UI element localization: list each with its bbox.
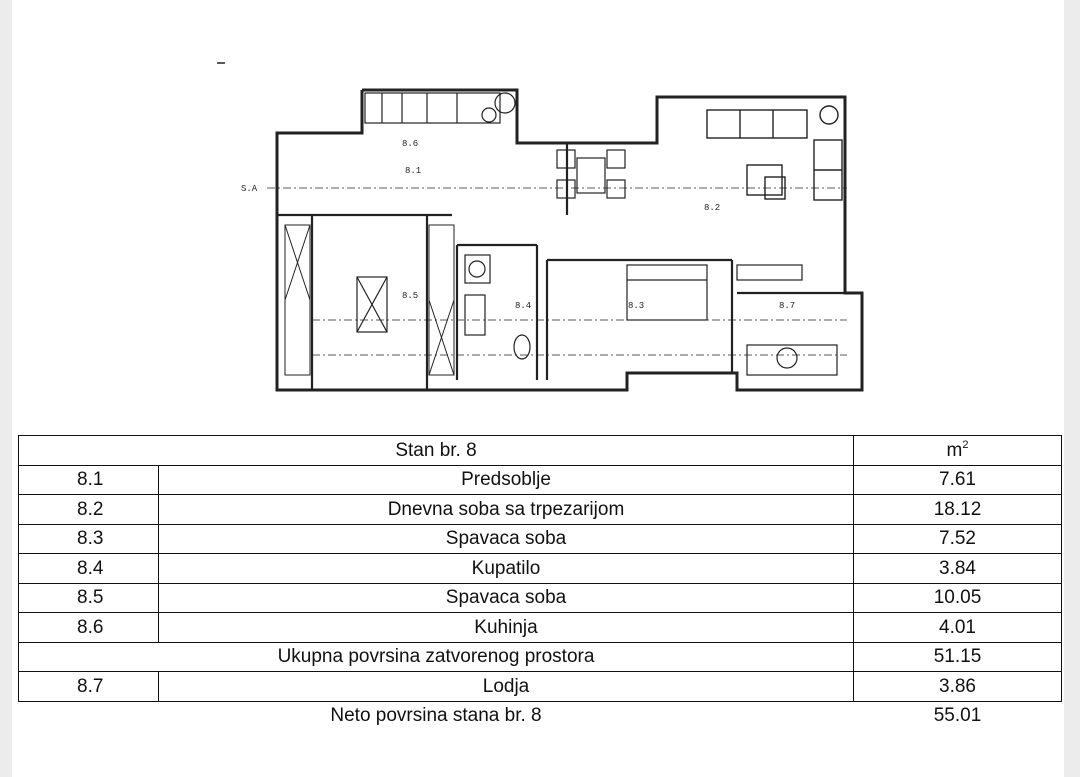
- net-total-area: 55.01: [933, 705, 982, 727]
- table-row: [19, 583, 1062, 613]
- bed: [357, 277, 387, 332]
- label-8-3: 8.3: [628, 301, 645, 311]
- label-8-1: 8.1: [405, 166, 422, 176]
- section-mark: S.A: [241, 184, 258, 194]
- subtotal-row: [19, 642, 1062, 672]
- kitchen-counter: [365, 93, 515, 123]
- room-name: Kuhinja: [159, 613, 854, 643]
- room-area: 10.05: [854, 583, 1062, 613]
- net-total-label: Neto povrsina stana br. 8: [330, 705, 542, 727]
- room-name: Lodja: [159, 672, 854, 702]
- floor-plan-drawing: [217, 55, 877, 400]
- label-8-6: 8.6: [402, 139, 419, 149]
- loggia-furniture: [747, 345, 837, 375]
- room-name: Predsoblje: [159, 465, 854, 495]
- table-row: [19, 524, 1062, 554]
- label-8-7: 8.7: [779, 301, 796, 311]
- table-row: [19, 465, 1062, 495]
- room-number: 8.7: [19, 672, 159, 702]
- subtotal-label: Ukupna povrsina zatvorenog prostora: [19, 642, 854, 672]
- room-area: 7.52: [854, 524, 1062, 554]
- label-8-2: 8.2: [704, 203, 721, 213]
- room-labels: [241, 139, 795, 311]
- room-area: 7.61: [854, 465, 1062, 495]
- room-number: 8.6: [19, 613, 159, 643]
- unit-exponent: 2: [962, 439, 969, 452]
- unit-base: m: [946, 440, 963, 462]
- net-total-row: [19, 701, 1062, 730]
- table-row: [19, 495, 1062, 525]
- room-area-table: [18, 435, 1062, 730]
- room-name: Spavaca soba: [159, 524, 854, 554]
- room-number: 8.2: [19, 495, 159, 525]
- room-number: 8.4: [19, 554, 159, 584]
- table-row: [19, 613, 1062, 643]
- room-area: 4.01: [854, 613, 1062, 643]
- table-row: [19, 554, 1062, 584]
- room-number: 8.5: [19, 583, 159, 613]
- room-number: 8.3: [19, 524, 159, 554]
- unit-header: [854, 436, 1062, 466]
- room-area: 3.86: [854, 672, 1062, 702]
- loggia-row: [19, 672, 1062, 702]
- room-name: Spavaca soba: [159, 583, 854, 613]
- sofa: [707, 106, 842, 200]
- room-name: Dnevna soba sa trpezarijom: [159, 495, 854, 525]
- axis-lines: [267, 188, 847, 355]
- table-title: Stan br. 8: [19, 436, 854, 466]
- room-area: 18.12: [854, 495, 1062, 525]
- subtotal-area: 51.15: [854, 642, 1062, 672]
- room-area: 3.84: [854, 554, 1062, 584]
- room-number: 8.1: [19, 465, 159, 495]
- table-header-row: [19, 436, 1062, 466]
- label-8-4: 8.4: [515, 301, 532, 311]
- room-name: Kupatilo: [159, 554, 854, 584]
- label-8-5: 8.5: [402, 291, 419, 301]
